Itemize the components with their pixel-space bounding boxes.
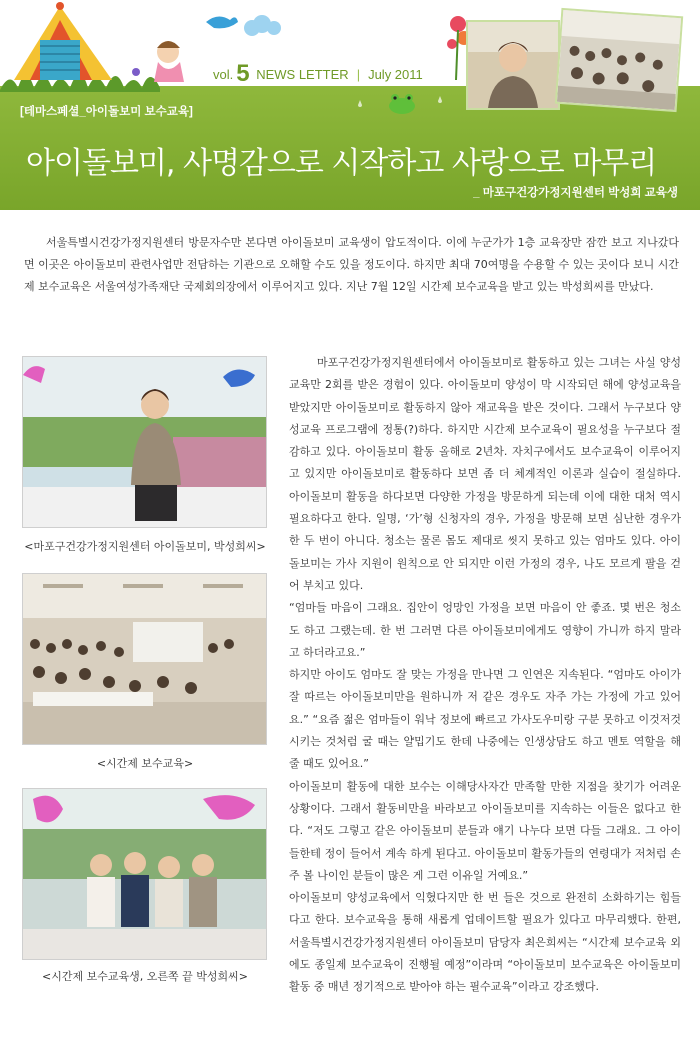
caption-photo2: <시간제 보수교육> <box>96 757 194 770</box>
vol-number: 5 <box>236 60 250 87</box>
intro-paragraph: 서울특별시건강가정지원센터 방문자수만 본다면 아이돌보미 교육생이 압도적이다. 이에 누군가가 1층 교육장만 잠깐 보고 지나갔다면 이곳은 아이돌보미 관련사업만 전담하는 기관으로 오해할 수도 있을 정도이다. 하지만 최대 70여명을 수용할 수 있는 곳이다 보니 시간제 보수교육은 서울여성가족재단 국제회의장에서 이루어지고 있다. 지난 7월 12일 시간제 보수교육을 받고 있는 박성희씨를 만났다. <box>24 236 679 293</box>
frog-icon <box>389 94 415 114</box>
bird-icon <box>206 16 238 28</box>
article-paragraph-5: 아이돌보미 양성교육에서 익혔다지만 한 번 들은 것으로 완전히 소화하기는 힘들다고 한다. 보수교육을 통해 새롭게 업데이트할 필요가 있다고 마무리했다. 한편, 서울특별시건강가정지원센터 아이돌보미 담당자 최은희씨는 “시간제 보수교육 외에도 종일제 보수교육이 진행될 예정”이라며 “아이돌보미 보수교육은 아이돌보미 활동 중 매년 정기적으로 받아야 하는 필수교육”이라고 강조했다. <box>289 891 681 994</box>
byline: _ 마포구건강가정지원센터 박성희 교육생 <box>473 187 678 199</box>
photo-portrait <box>22 356 267 528</box>
caption-photo3: <시간제 보수교육생, 오른쪽 끝 박성희씨> <box>42 970 248 983</box>
tent-illustration <box>14 2 112 80</box>
page-title: 아이돌보미, 사명감으로 시작하고 사랑으로 마무리 <box>26 146 657 181</box>
header <box>0 0 700 210</box>
caption-photo1: <마포구건강가정지원센터 아이돌보미, 박성희씨> <box>24 540 266 553</box>
article-column <box>289 352 681 999</box>
photo-group <box>22 788 267 960</box>
article-paragraph-4: 아이돌보미 활동에 대한 보수는 이해당사자간 만족할 만한 지점을 찾기가 어려운 상황이다. 그래서 활동비만을 바라보고 아이돌보미를 지속하는 이들은 없다고 한다. “저도 그렇고 같은 아이돌보미 분들과 얘기 나누다 보면 다들 그래요. 그 아이들한테 정이 들어서 계속 하게 된다고. 아이돌보미 활동가들의 연령대가 저처럼 손주 볼 나이인 분들이 많은 게 그런 이유일 거예요.” <box>289 779 681 882</box>
header-photo-class <box>557 10 681 110</box>
series-tag: [테마스페셜_아이돌보미 보수교육] <box>20 106 193 118</box>
article-paragraph-2: “엄마들 마음이 그래요. 집안이 엉망인 가정을 보면 마음이 안 좋죠. 몇 번은 청소도 하고 그랬는데. 한 번 그러면 다른 아이돌보미에게도 영향이 가니까 하지 말라고 하더라고요.” <box>289 601 681 659</box>
issue-date: July 2011 <box>368 67 423 82</box>
article-paragraph-3: 하지만 아이도 엄마도 잘 맞는 가정을 만나면 그 인연은 지속된다. “엄마도 아이가 잘 따르는 아이돌보미만을 원하니까 저 같은 경우도 자주 가는 가정에 가고 있어요.” “요즘 젊은 엄마들이 워낙 정보에 빠르고 가사도우미랑 구분 못하고 이것저것 시키는 것처럼 굴 때는 얄밉기도 한데 나중에는 인생상담도 하고 멘토 역할을 해 줄 때도 있어요.” <box>289 668 681 771</box>
newsletter-label: NEWS LETTER <box>256 67 349 82</box>
child-illustration <box>132 41 184 82</box>
vol-prefix: vol. <box>213 67 234 82</box>
article-paragraph-1: 마포구건강가정지원센터에서 아이돌보미로 활동하고 있는 그녀는 사실 양성교육만 2회를 받은 경험이 있다. 아이돌보미 양성이 막 시작되던 해에 양성교육을 받았지만 아이돌보미로 활동하지 않아 재교육을 받은 것이다. 그래서 누구보다 양성교육 프로그램에 정통(?)하다. 하지만 시간제 보수교육이 필요성을 누구보다 절감하고 있다. 아이돌보미 활동 올해로 2년차. 자치구에서도 보수교육이 이루어지고 있지만 아이돌보미로 활동하다 보면 좀 더 체계적인 이론과 실습이 절실하다. 아이돌보미 활동을 하다보면 다양한 가정을 방문하게 되는데 이에 대한 대처 역시 필요하다고 한다. 일명, ‘가’형 신청자의 경우, 가정을 방문해 보면 심난한 경우가 한 두 번이 아니다. 청소는 물론 몸도 제대로 씻지 못하고 있는 엄마도 있다. 아이돌보미는 가사 지원이 원칙으로 안 되지만 이런 가정의 경우, 나도 모르게 팔을 걷어 부치고 있다. <box>289 356 681 592</box>
header-photo-portrait <box>468 22 558 108</box>
photo-classroom <box>22 573 267 745</box>
cloud-icon <box>244 15 281 36</box>
issue-line: vol. 5 NEWS LETTER | July 2011 <box>213 60 423 87</box>
